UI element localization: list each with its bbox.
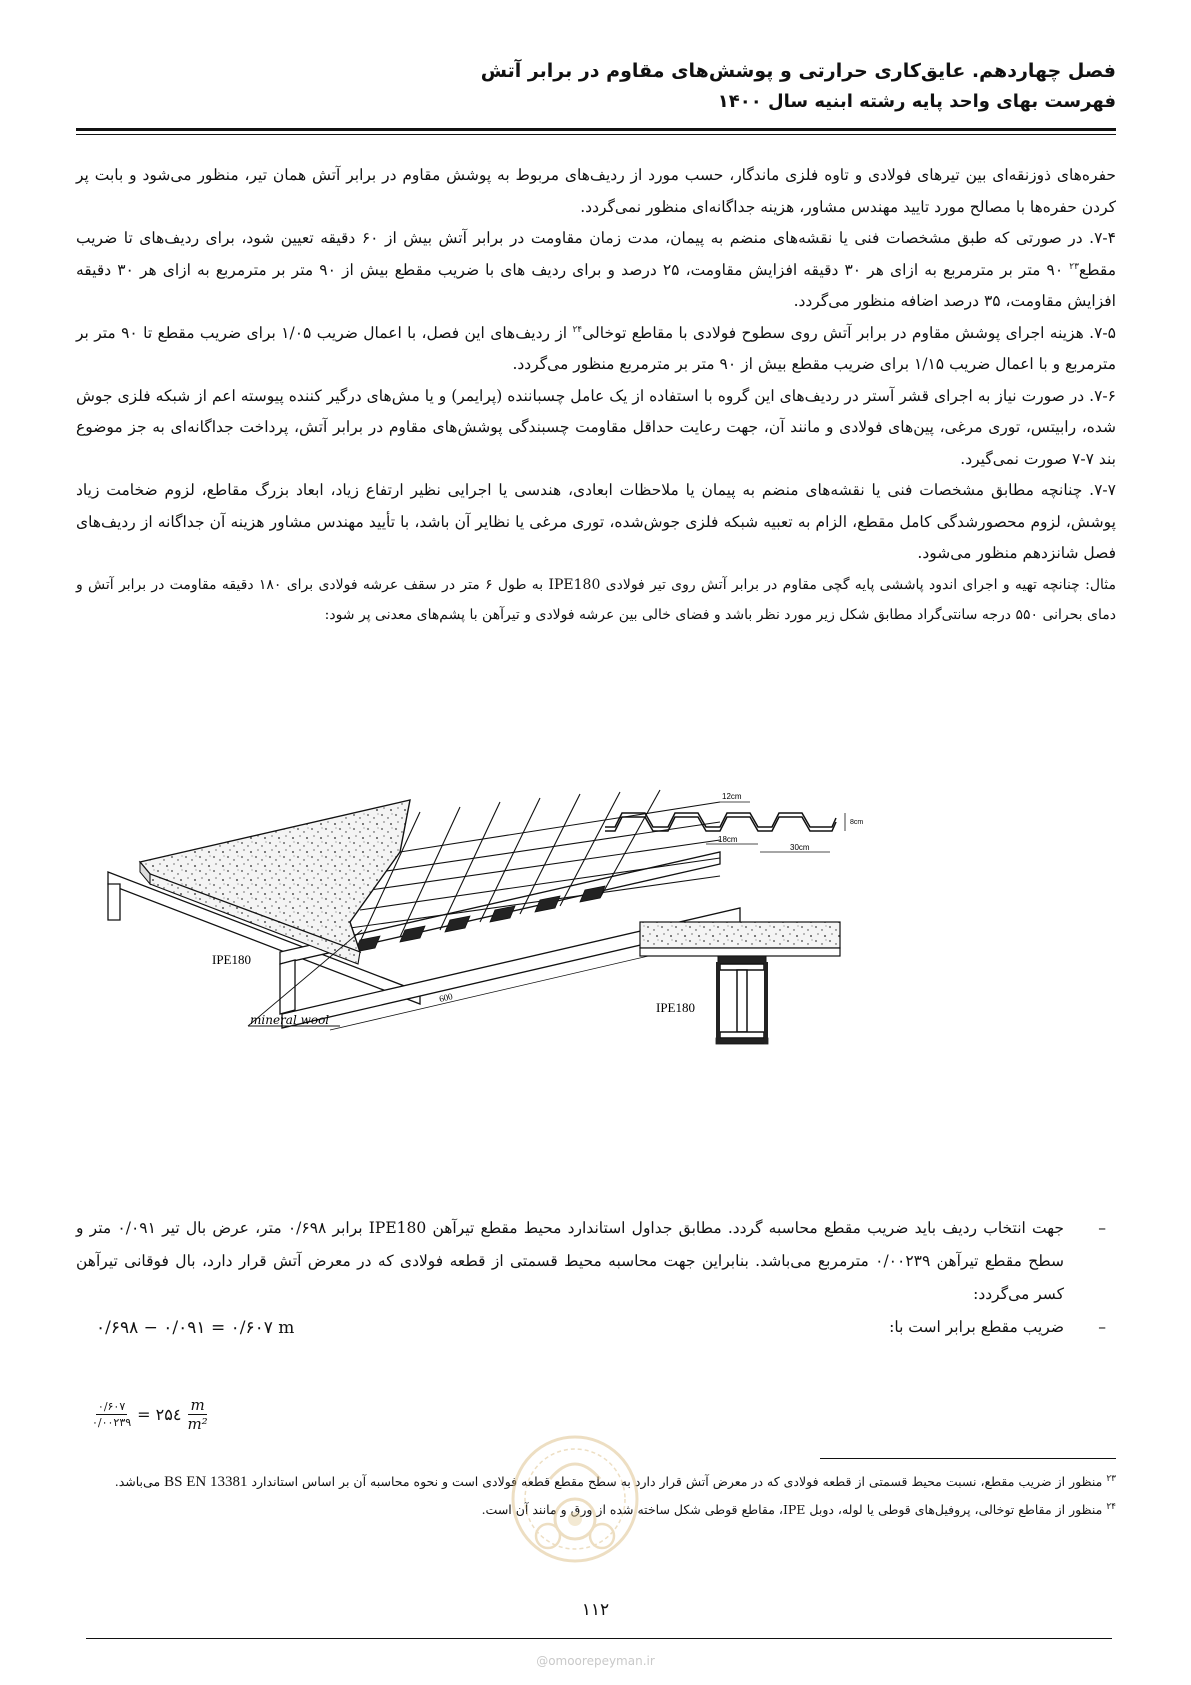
section-view [640, 922, 840, 1044]
chapter-title: فصل چهاردهم. عایق‌کاری حرارتی و پوشش‌های مقاوم در برابر آتش [480, 60, 1116, 82]
paragraph-text: ۷-۴. در صورتی که طبق مشخصات فنی یا نقشه‌های منضم به پیمان، مدت زمان مقاومت در برابر آتش بیش از ۶۰ دقیقه تعیین شود، برای ردیف‌های تا ضریب مقطع [76, 229, 1117, 279]
bullet-text: جهت انتخاب ردیف باید ضریب مقطع محاسبه گردد. مطابق جداول استاندارد محیط مقطع تیرآهن IPE180 برابر ۰/۶۹۸ متر، عرض بال تیر ۰/۰۹۱ متر و سطح مقطع تیرآهن ۰/۰۰۲۳۹ مترمربع می‌باشد. بنابراین جهت محاسبه محیط قسمتی از قطعه فولادی که در معرض آتش قرار دارد، بال فوقانی تیرآهن کسر می‌گردد: [76, 1219, 1064, 1303]
footnote-text: منظور از ضریب مقطع، نسبت محیط قسمتی از قطعه فولادی که در معرض آتش قرار دارد به سطح مقطع قطعه فولادی است و نحوه محاسبه آن بر اساس استاندارد [247, 1474, 1107, 1489]
footnote-ref[interactable]: ۲۳ [1069, 261, 1079, 272]
footer-rule [86, 1638, 1112, 1639]
isometric-view [108, 790, 740, 1030]
paragraph: حفره‌های ذوزنقه‌ای بین تیرهای فولادی و تاوه فلزی ماندگار، حسب مورد از ردیف‌های مربوط به پوشش مقاوم در برابر آتش همان تیر، منظور می‌شود و بابت پر کردن حفره‌ها با مصالح مورد تایید مهندس مشاور، هزینه جداگانه‌ای منظور نمی‌گردد. [76, 166, 1116, 216]
section-factor-equation [92, 1396, 208, 1433]
footnote-number: ۲۴ [1106, 1501, 1116, 1512]
paragraph-text: ۹۰ متر بر مترمربع به ازای هر ۳۰ دقیقه افزایش مقاومت، ۲۵ درصد و برای ردیف های با ضریب مقطع بیش از ۹۰ متر بر مترمربع به ازای هر ۳۰ دقیقه افزایش مقاومت، ۳۵ درصد اضافه منظور می‌گردد. [76, 260, 1116, 310]
page-number: ۱۱۲ [581, 1600, 610, 1620]
bullet-item [76, 1212, 1116, 1311]
dim-top-label: 12cm [722, 792, 742, 801]
watermark-logo-icon [500, 1424, 650, 1574]
document-title: فهرست بهای واحد پایه رشته ابنیه سال ۱۴۰۰ [717, 91, 1116, 112]
bullet-text: ضریب مقطع برابر است با: [889, 1318, 1064, 1336]
fraction-numerator: ۰/۶۰۷ [97, 1400, 126, 1413]
header-rule-thick [76, 128, 1116, 131]
footnote-text-end: می‌باشد. [114, 1474, 165, 1489]
page-header [76, 56, 1116, 116]
paragraph-text: از ردیف‌های این فصل، با اعمال ضریب ۱/۰۵ برای ضریب مقطع تا ۹۰ متر بر مترمربع و با اعمال ضریب ۱/۱۵ برای ضریب مقطع بیش از ۹۰ متر بر مترمربع منظور می‌گردد. [76, 323, 1116, 373]
beam-label-left: IPE180 [212, 952, 251, 967]
fraction [92, 1400, 131, 1429]
dim-pitch-label: 30cm [790, 843, 810, 852]
paragraph-7-6: ۷-۶. در صورت نیاز به اجرای قشر آستر در ردیف‌های این گروه با استفاده از یک عامل چسباننده (پرایمر) و یا مش‌های درگیر کننده پیوسته اعم از شبکه فلزی جوش شده، رابیتس، توری مرغی، پین‌های فولادی و مانند آن، جهت رعایت حداقل مقاومت چسبندگی پوشش‌های مقاوم در برابر آتش، پرداخت جداگانه‌ای به جز موضوع بند ۷-۷ صورت نمی‌گیرد. [76, 386, 1116, 468]
footnote-number: ۲۳ [1106, 1473, 1116, 1484]
unit-denominator: m² [187, 1415, 208, 1433]
bullet-dash: – [1098, 1318, 1106, 1336]
dim-height-label: 8cm [850, 819, 864, 826]
unit-numerator: m [190, 1396, 205, 1414]
paragraph-text: ۷-۵. هزینه اجرای پوشش مقاوم در برابر آتش روی سطوح فولادی با مقاطع توخالی [582, 323, 1116, 342]
footnote-ref[interactable]: ۲۴ [572, 324, 583, 335]
beam-label-right: IPE180 [656, 1000, 695, 1015]
perimeter-equation: ۰/۶۹۸ − ۰/۰۹۱ = ۰/۶۰۷ m [96, 1318, 295, 1338]
watermark-handle: @omoorepeyman.ir [536, 1654, 655, 1668]
header-rule-thin [76, 134, 1116, 135]
equation-result: = ۲۵٤ [137, 1405, 182, 1424]
dim-mid-label: 18cm [718, 835, 738, 844]
length-label: 600 [438, 991, 454, 1004]
paragraph-7-4 [76, 223, 1116, 318]
paragraph-7-5 [76, 318, 1116, 381]
fraction-denominator: ۰/۰۰۲۳۹ [92, 1416, 132, 1429]
wool-label: mineral wool [250, 1013, 330, 1027]
deck-profile [605, 792, 863, 852]
paragraph-7-7: ۷-۷. چنانچه مطابق مشخصات فنی یا نقشه‌های منضم به پیمان یا ملاحظات ابعادی، هندسی یا اجرایی نظیر ارتفاع زیاد، ابعاد بزرگ مقاطع، لزوم ضخامت زیاد پوشش، لزوم محصورشدگی کامل مقطع، الزام به تعبیه شبکه فلزی جوش‌شده، توری مرغی یا نظایر آن باشد، با تأیید مهندس مشاور هزینه آن جداگانه از ردیف‌های فصل شانزدهم منظور می‌شود. [76, 481, 1116, 562]
steel-deck-figure [100, 792, 1080, 1162]
example-paragraph: مثال: چنانچه تهیه و اجرای اندود پاششی پایه گچی مقاوم در برابر آتش روی تیر فولادی IPE180 به طول ۶ متر در سقف عرشه فولادی برای ۱۸۰ دقیقه مقاومت در برابر آتش و دمای بحرانی ۵۵۰ درجه سانتی‌گراد مطابق شکل زیر مورد نظر باشد و فضای خالی بین عرشه فولادی و تیرآهن با پشم‌های معدنی پر شود: [76, 576, 1116, 623]
standard-code: BS EN 13381 [164, 1474, 248, 1490]
footnote-text: منظور از مقاطع توخالی، پروفیل‌های قوطی یا لوله، دوبل IPE، مقاطع قوطی شکل ساخته شده از ورق و مانند آن است. [481, 1502, 1107, 1517]
unit-fraction [187, 1396, 207, 1433]
body-text [76, 160, 1116, 630]
bullet-dash: – [1098, 1219, 1106, 1237]
footnote-separator [820, 1458, 1116, 1459]
